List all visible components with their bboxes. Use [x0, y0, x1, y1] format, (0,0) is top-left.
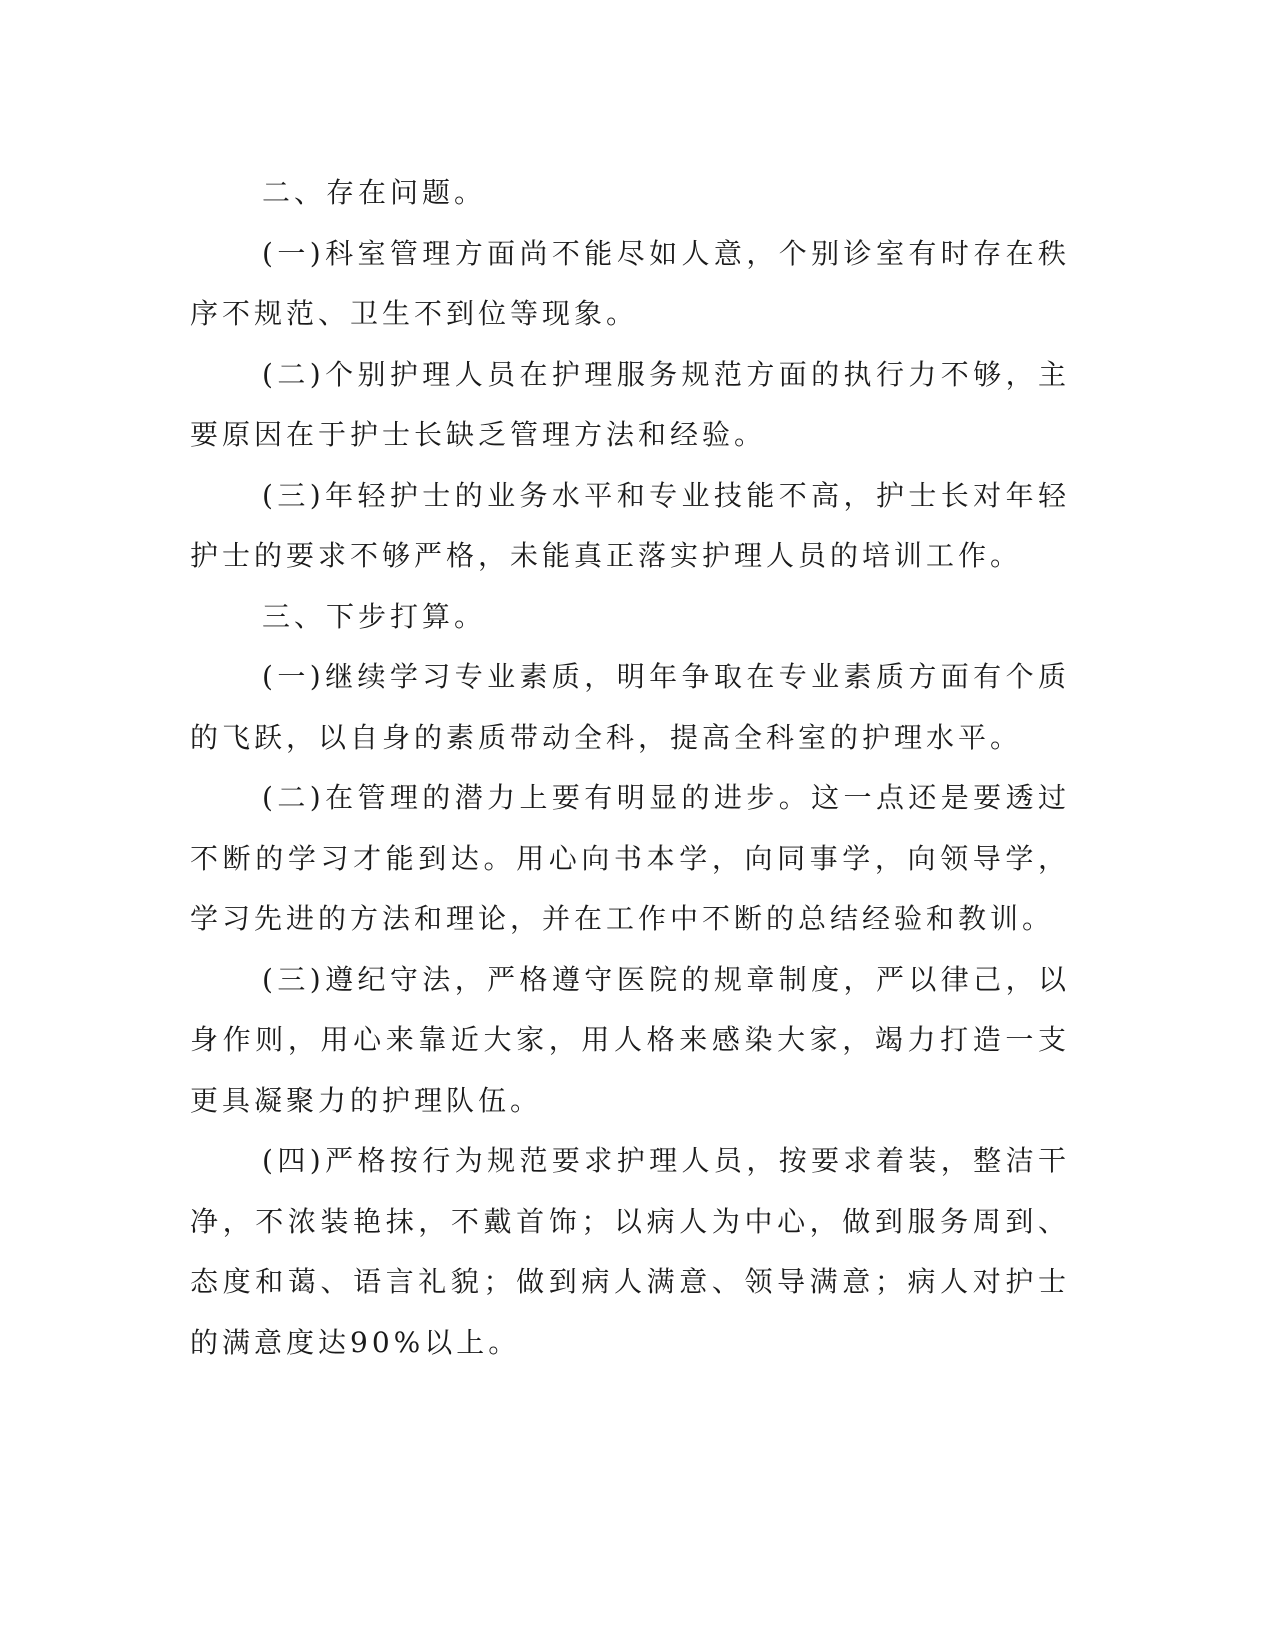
paragraph: (一)继续学习专业素质，明年争取在专业素质方面有个质的飞跃，以自身的素质带动全科，提高全科室的护理水平。 [190, 660, 1070, 754]
paragraph: (四)严格按行为规范要求护理人员，按要求着装，整洁干净，不浓装艳抹，不戴首饰；以病人为中心，做到服务周到、态度和蔼、语言礼貌；做到病人满意、领导满意；病人对护士的满意度达90%以上。 [190, 1144, 1070, 1359]
section-heading-plans: 三、下步打算。 [262, 599, 487, 633]
paragraph: (二)个别护理人员在护理服务规范方面的执行力不够，主要原因在于护士长缺乏管理方法和经验。 [190, 357, 1070, 451]
document-body [190, 163, 1070, 1373]
section-heading-problems: 二、存在问题。 [262, 176, 487, 209]
paragraph: (三)年轻护士的业务水平和专业技能不高，护士长对年轻护士的要求不够严格，未能真正落实护理人员的培训工作。 [190, 478, 1070, 572]
paragraph: (一)科室管理方面尚不能尽如人意，个别诊室有时存在秩序不规范、卫生不到位等现象。 [190, 236, 1070, 330]
paragraph: (二)在管理的潜力上要有明显的进步。这一点还是要透过不断的学习才能到达。用心向书本学，向同事学，向领导学，学习先进的方法和理论，并在工作中不断的总结经验和教训。 [190, 781, 1070, 935]
paragraph: (三)遵纪守法，严格遵守医院的规章制度，严以律己，以身作则，用心来靠近大家，用人格来感染大家，竭力打造一支更具凝聚力的护理队伍。 [190, 962, 1070, 1117]
